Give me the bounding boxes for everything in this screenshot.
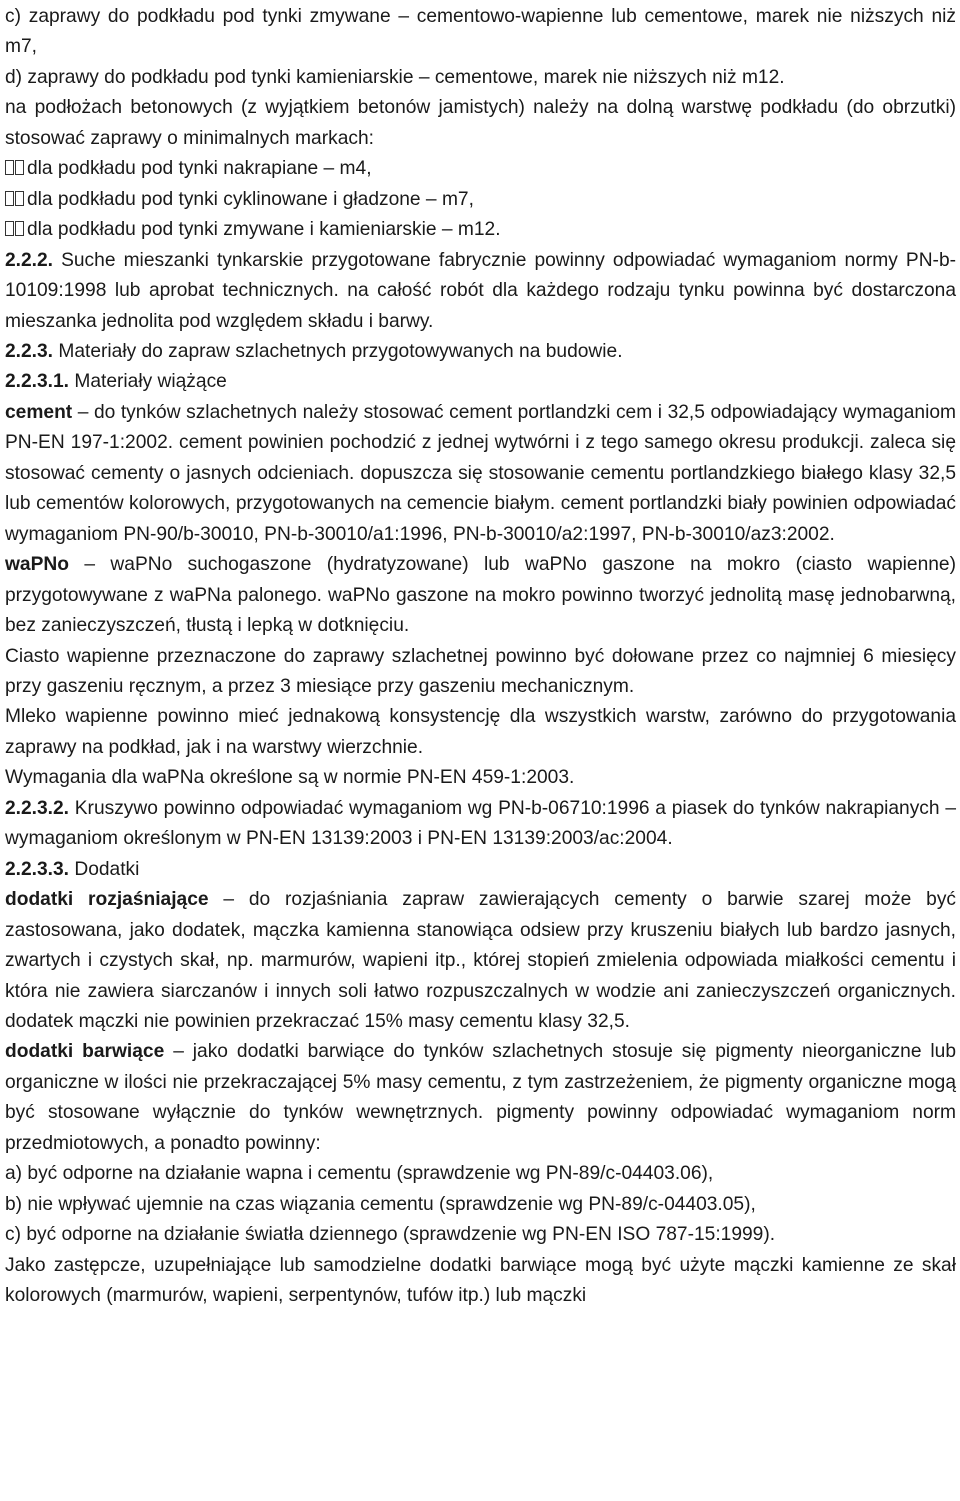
section-text: Materiały do zapraw szlachetnych przygotowywanych na budowie. — [53, 340, 623, 362]
paragraph-wapno — [5, 550, 956, 641]
paragraph-mortar-d — [5, 63, 956, 93]
section-2-2-3-3 — [5, 855, 956, 885]
bullet-text: dla podkładu pod tynki cyklinowane i gładzone – m7, — [27, 188, 474, 210]
text: Ciasto wapienne przeznaczone do zaprawy szlachetnej powinno być dołowane przez co najmniej 6 miesięcy przy gaszeniu ręcznym, a przez 3 miesiące przy gaszeniu mechanicznym. — [5, 645, 956, 697]
text: b) nie wpływać ujemnie na czas wiązania cementu (sprawdzenie wg PN-89/c-04403.05), — [5, 1193, 756, 1215]
list-item-c — [5, 1220, 956, 1250]
section-2-2-3 — [5, 337, 956, 367]
text: c) zaprawy do podkładu pod tynki zmywane – cementowo-wapienne lub cementowe, marek nie niższych niż m7, — [5, 6, 956, 58]
section-number: 2.2.3.2. — [5, 797, 70, 819]
text: c) być odporne na działanie światła dziennego (sprawdzenie wg PN-EN ISO 787-15:1999). — [5, 1224, 776, 1246]
paragraph-wymagania — [5, 763, 956, 793]
term-dodatki-barwiace: dodatki barwiące — [5, 1041, 165, 1063]
bullet-item-m12 — [5, 215, 956, 245]
document-page — [5, 2, 956, 1311]
list-item-a — [5, 1159, 956, 1189]
section-number: 2.2.3.3. — [5, 858, 70, 880]
term-cement: cement — [5, 401, 73, 423]
definition-text: – jako dodatki barwiące do tynków szlachetnych stosuje się pigmenty nieorganiczne lub organiczne w ilości nie przekraczającej 5% masy cementu, z tym zastrzeżeniem, że pigmenty organiczne mogą być stosowane wyłącznie do tynków wewnętrznych. pigmenty powinny odpowiadać wymaganiom norm przedmiotowych, a ponadto powinny: — [5, 1041, 957, 1154]
section-number: 2.2.2. — [5, 249, 54, 271]
section-2-2-2 — [5, 246, 956, 337]
section-2-2-3-2 — [5, 794, 956, 855]
definition-text: – do rozjaśniania zapraw zawierających cementy o barwie szarej może być zastosowana, jako dodatek, mączka kamienna stanowiąca odsiew przy kruszeniu białych lub bardzo jasnych, zwartych i czystych skał, np. marmurów, wapieni itp., której stopień zmielenia odpowiada miałkości cementu i która nie zawiera siarczanów i innych soli łatwo rozpuszczalnych w wodzie ani zanieczyszczeń organicznych. dodatek mączki nie powinien przekraczać 15% masy cementu klasy 32,5. — [5, 889, 957, 1032]
paragraph-dodatki-barwiace — [5, 1037, 956, 1159]
text: Jako zastępcze, uzupełniające lub samodzielne dodatki barwiące mogą być użyte mączki kamienne ze skał kolorowych (marmurów, wapieni, serpentynów, tufów itp.) lub mączki — [5, 1254, 956, 1307]
paragraph-cement — [5, 398, 956, 550]
section-2-2-3-1 — [5, 367, 956, 397]
text: Mleko wapienne powinno mieć jednakową konsystencję dla wszystkich warstw, zarówno do przygotowania zaprawy na podkład, jak i na warstwy wierzchnie. — [5, 706, 956, 758]
definition-text: – do tynków szlachetnych należy stosować cement portlandzki cem i 32,5 odpowiadający wymaganiom PN-EN 197-1:2002. cement powinien pochodzić z jednej wytwórni i z tego samego okresu produkcji. zaleca się stosować cementy o jasnych odcieniach. dopuszcza się stosowanie cementu portlandzkiego białego klasy 32,5 lub cementów kolorowych, przygotowanych na cemencie białym. cement portlandzki biały powinien odpowiadać wymaganiom PN-90/b-30010, PN-b-30010/a1:1996, PN-b-30010/a2:1997, PN-b-30010/az3:2002. — [5, 401, 956, 545]
paragraph-mleko-wapienne — [5, 702, 956, 763]
section-number: 2.2.3.1. — [5, 371, 70, 393]
term-dodatki-rozjasniajace: dodatki rozjaśniające — [5, 889, 209, 911]
section-text: Materiały wiążące — [69, 371, 227, 393]
definition-text: – waPNo suchogaszone (hydratyzowane) lub waPNo gaszone na mokro (ciasto wapienne) przygotowywane z waPNa palonego. waPNo gaszone na mokro powinno tworzyć jednolitą masę jednobarwną, bez zanieczyszczeń, tłustą i lepką w dotknięciu. — [5, 554, 956, 637]
paragraph-zastepcze — [5, 1251, 956, 1312]
missing-glyph-icon — [5, 215, 25, 245]
missing-glyph-icon — [5, 185, 25, 215]
bullet-text: dla podkładu pod tynki zmywane i kamieniarskie – m12. — [27, 219, 501, 241]
section-text: Dodatki — [69, 858, 140, 880]
missing-glyph-icon — [5, 154, 25, 184]
section-text: Suche mieszanki tynkarskie przygotowane fabrycznie powinny odpowiadać wymaganiom normy PN-b-10109:1998 lub aprobat technicznych. na całość robót dla każdego rodzaju tynku powinna być dostarczona mieszanka jednolita pod względem składu i barwy. — [5, 249, 956, 332]
text: d) zaprawy do podkładu pod tynki kamieniarskie – cementowe, marek nie niższych niż m12. — [5, 66, 785, 88]
term-wapno: waPNo — [5, 554, 69, 576]
bullet-text: dla podkładu pod tynki nakrapiane – m4, — [27, 158, 372, 180]
text: Wymagania dla waPNa określone są w normie PN-EN 459-1:2003. — [5, 767, 575, 789]
paragraph-concrete-substrates — [5, 93, 956, 154]
list-item-b — [5, 1190, 956, 1220]
text: na podłożach betonowych (z wyjątkiem betonów jamistych) należy na dolną warstwę podkładu (do obrzutki) stosować zaprawy o minimalnych markach: — [5, 97, 956, 149]
section-number: 2.2.3. — [5, 340, 54, 362]
section-text: Kruszywo powinno odpowiadać wymaganiom wg PN-b-06710:1996 a piasek do tynków nakrapianych – wymaganiom określonym w PN-EN 13139:2003 i PN-EN 13139:2003/ac:2004. — [5, 797, 956, 850]
paragraph-mortar-c — [5, 2, 956, 63]
bullet-item-m4 — [5, 154, 956, 184]
paragraph-dodatki-rozjasniajace — [5, 885, 956, 1037]
text: a) być odporne na działanie wapna i cementu (sprawdzenie wg PN-89/c-04403.06), — [5, 1163, 714, 1185]
bullet-item-m7 — [5, 185, 956, 215]
paragraph-ciasto-wapienne — [5, 642, 956, 703]
